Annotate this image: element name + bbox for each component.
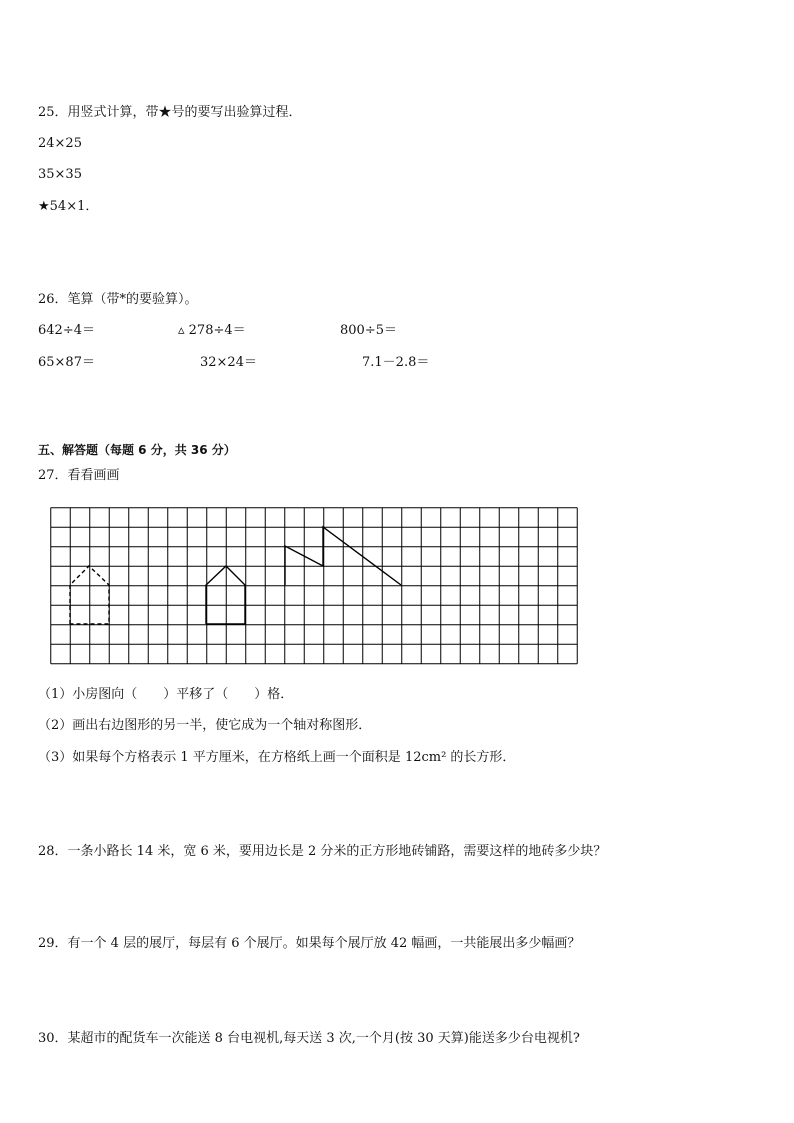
q26-expr-5: 32×24＝: [200, 355, 257, 370]
grid-lines: [51, 508, 578, 664]
q26-expr-3: 800÷5＝: [340, 323, 397, 338]
grid-figure: [50, 507, 580, 665]
q27-sub-3: （3）如果每个方格表示 1 平方厘米，在方格纸上画一个面积是 12cm² 的长方形．: [38, 750, 516, 765]
q30-text: 30．某超市的配货车一次能送 8 台电视机,每天送 3 次,一个月(按 30 天算)能送多少台电视机?: [38, 1031, 580, 1046]
q25-item-3: ★54×1．: [38, 199, 99, 214]
q29-text: 29．有一个 4 层的展厅，每层有 6 个展厅。如果每个展厅放 42 幅画，一共能展出多少幅画？: [38, 936, 581, 951]
q26-expr-2: ▵ 278÷4＝: [178, 323, 246, 338]
solid-house-shape: [206, 566, 245, 624]
q25-item-1: 24×25: [38, 136, 82, 151]
q25-title: 25．用竖式计算，带★号的要写出验算过程．: [38, 105, 302, 120]
q25-item-2: 35×35: [38, 167, 82, 182]
q27-sub-1: （1）小房图向（ ）平移了（ ）格．: [38, 687, 294, 702]
grid-paper: [50, 507, 580, 665]
q26-title: 26．笔算（带*的要验算）。: [38, 292, 198, 307]
q28-text: 28．一条小路长 14 米，宽 6 米，要用边长是 2 分米的正方形地砖铺路，需要这样的地砖多少块？: [38, 844, 607, 859]
q27-sub-2: （2）画出右边图形的另一半，使它成为一个轴对称图形．: [38, 718, 372, 733]
q26-expr-6: 7.1－2.8＝: [362, 355, 430, 370]
section-five-heading: 五、解答题（每题 6 分，共 36 分）: [38, 443, 236, 457]
q27-title: 27．看看画画: [38, 468, 120, 483]
q26-expr-1: 642÷4＝: [38, 323, 95, 338]
q26-expr-4: 65×87＝: [38, 355, 95, 370]
